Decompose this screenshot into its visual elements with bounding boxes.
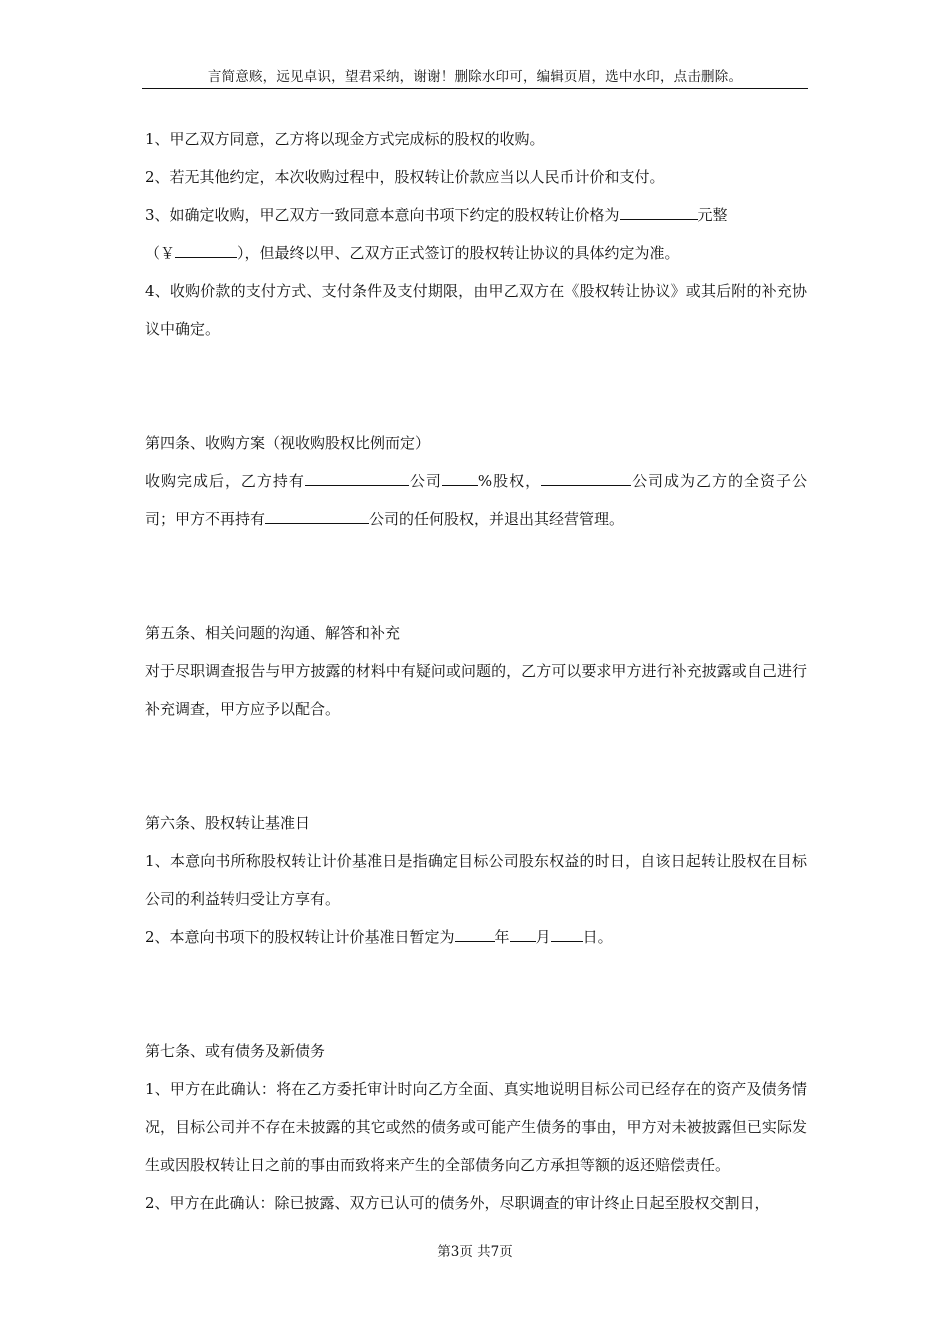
clause-4-text-b: 公司: [408, 472, 442, 490]
clause-4-text-c: %股权，: [477, 472, 542, 490]
clause-3-item-1: 1、甲乙双方同意，乙方将以现金方式完成标的股权的收购。: [145, 130, 545, 148]
company-blank-1: [305, 471, 409, 486]
percent-blank: [442, 471, 478, 486]
price-number-blank: [175, 243, 237, 258]
clause-3-item-3-text-d: ），但最终以甲、乙双方正式签订的股权转让协议的具体约定为准。: [237, 244, 680, 262]
page-header-notice: 言简意赅，远见卓识，望君采纳，谢谢！删除水印可，编辑页眉，选中水印，点击删除。: [207, 69, 743, 85]
company-blank-2: [541, 471, 631, 486]
clause-5-body: 对于尽职调查报告与甲方披露的材料中有疑问或问题的，乙方可以要求甲方进行补充披露或自己进行补充调查，甲方应予以配合。: [145, 662, 807, 718]
month-blank: [510, 927, 536, 942]
document-body: [145, 120, 807, 1222]
clause-6-title: 第六条、股权转让基准日: [145, 814, 311, 832]
clause-6-text-b: 年: [494, 928, 510, 946]
section-gap: [145, 728, 807, 804]
clause-3-item-3: [145, 196, 807, 272]
clause-4-text-e: 公司的任何股权，并退出其经营管理。: [369, 510, 625, 528]
clause-7-item-2: 2、甲方在此确认：除已披露、双方已认可的债务外，尽职调查的审计终止日起至股权交割日，: [145, 1194, 770, 1212]
clause-3-item-3-text-b: 元整: [697, 206, 728, 224]
clause-5-title: 第五条、相关问题的沟通、解答和补充: [145, 624, 401, 642]
clause-6-text-c: 月: [535, 928, 551, 946]
clause-4-body: [145, 462, 807, 538]
clause-6-item-2: [145, 918, 807, 956]
section-gap: [145, 348, 807, 424]
clause-6-text-d: 日。: [582, 928, 613, 946]
company-blank-3: [265, 509, 369, 524]
clause-7-item-1: 1、甲方在此确认：将在乙方委托审计时向乙方全面、真实地说明目标公司已经存在的资产及债务情况，目标公司并不存在未披露的其它或然的债务或可能产生债务的事由，甲方对未被披露但已实际发生或因股权转让日之前的事由而致将来产生的全部债务向乙方承担等额的返还赔偿责任。: [145, 1080, 807, 1174]
day-blank: [551, 927, 583, 942]
clause-4-title: 第四条、收购方案（视收购股权比例而定）: [145, 434, 431, 452]
clause-3-item-3-text-a: 3、如确定收购，甲乙双方一致同意本意向书项下约定的股权转让价格为: [145, 206, 620, 224]
clause-6-item-1: 1、本意向书所称股权转让计价基准日是指确定目标公司股东权益的时日，自该日起转让股权在目标公司的利益转归受让方享有。: [145, 852, 807, 908]
header-divider: [142, 88, 808, 89]
section-gap: [145, 956, 807, 1032]
price-words-blank: [620, 205, 698, 220]
year-blank: [455, 927, 495, 942]
clause-3-item-2: 2、若无其他约定，本次收购过程中，股权转让价款应当以人民币计价和支付。: [145, 168, 665, 186]
clause-7-title: 第七条、或有债务及新债务: [145, 1042, 326, 1060]
clause-4-text-d: 公司成为乙方的全资子公司；甲方不再持有: [145, 472, 807, 528]
page-number: 第3页 共7页: [437, 1244, 513, 1260]
clause-4-text-a: 收购完成后，乙方持有: [145, 472, 305, 490]
clause-3-item-3-text-c: （￥: [145, 244, 176, 262]
clause-6-text-a: 2、本意向书项下的股权转让计价基准日暂定为: [145, 928, 455, 946]
clause-3-item-4: 4、收购价款的支付方式、支付条件及支付期限，由甲乙双方在《股权转让协议》或其后附的补充协议中确定。: [145, 282, 807, 338]
section-gap: [145, 538, 807, 614]
